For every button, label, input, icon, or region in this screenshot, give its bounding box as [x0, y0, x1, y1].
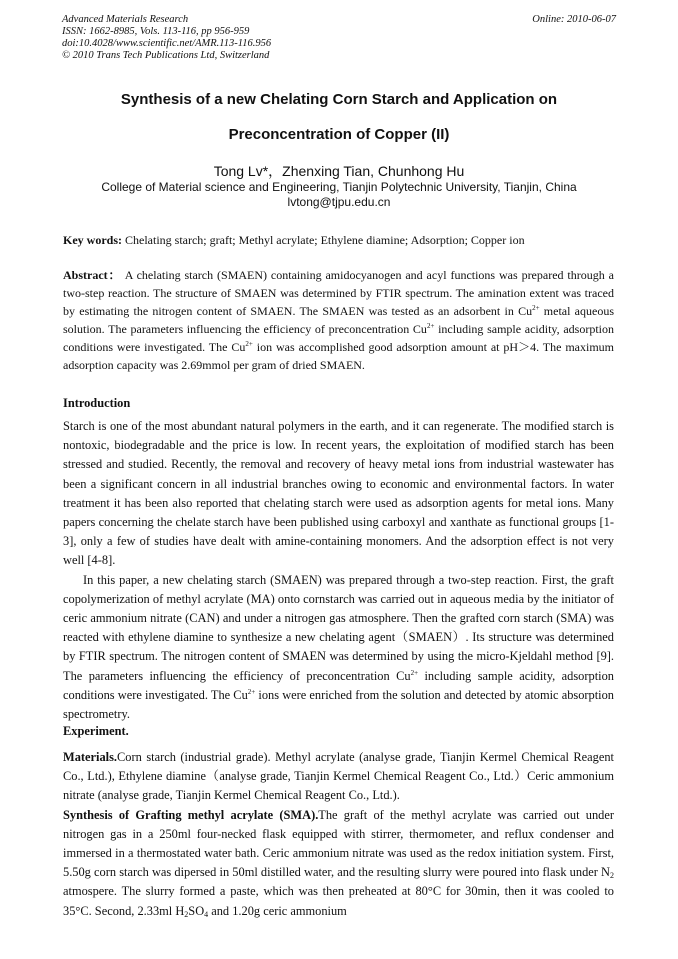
experiment-body [63, 748, 614, 921]
doi-line: doi:10.4028/www.scientific.net/AMR.113-116.956 [62, 38, 272, 49]
materials-text: Corn starch (industrial grade). Methyl acrylate (analyse grade, Tianjin Kermel Chemical Reagent Co., Ltd.), Ethylene diamine（analyse grade, Tianjin Kermel Chemical Reagent Co., Ltd.）Ceric ammonium nitrate (analyse grade, Tianjin Kermel Chemical Reagent Co., Ltd.). [63, 750, 614, 803]
keywords [63, 231, 614, 249]
superscript: 2+ [426, 322, 435, 330]
subscript: 2 [610, 871, 614, 881]
abstract-label: Abstract： [63, 268, 122, 282]
synthesis-text-c: SO [188, 903, 205, 918]
subscript: 4 [204, 909, 209, 919]
experiment-heading: Experiment. [63, 724, 129, 738]
superscript: 2+ [410, 668, 419, 677]
synthesis-paragraph [63, 806, 614, 921]
affiliation: College of Material science and Engineering, Tianjin Polytechnic University, Tianjin, China [101, 180, 577, 194]
issn-line: ISSN: 1662-8985, Vols. 113-116, pp 956-959 [62, 26, 250, 37]
title-line-1: Synthesis of a new Chelating Corn Starch and Application on [120, 91, 558, 108]
abstract-text-4: ion was accomplished good adsorption amount at pH＞4. The maximum adsorption capacity was 2.69mmol per gram of dried SMAEN. [63, 340, 614, 372]
superscript: 2+ [532, 304, 540, 312]
journal-header [62, 14, 271, 62]
copyright-line: © 2010 Trans Tech Publications Ltd, Switzerland [62, 50, 270, 61]
intro-text-a: In this paper, a new chelating starch (SMAEN) was prepared through a two-step reaction. First, the graft copolymerization of methyl acrylate (MA) onto cornstarch was carried out in aqueous media by the initiator of ceric ammonium nitrate (CAN) and under a nitrogen gas atmosphere. Then the grafted corn starch (SMA) was reacted with ethylene diamine to synthesize a new chelating agent（SMAEN）. Its structure was determined by FTIR spectrum. The nitrogen content of SMAEN was determined by using the micro-Kjeldahl method [9]. The parameters influencing the efficiency of preconcentration Cu [63, 572, 614, 683]
synthesis-text-a: The graft of the methyl acrylate was carried out under nitrogen gas in a 250ml four-necked flask equipped with stirrer, thermometer, and reflux condenser and immersed in a thermostated water bath. Ceric ammonium nitrate was used as the redox initiation system. First, 5.50g corn starch was dipersed in 50ml distilled water, and the resulting slurry were poured into flask under N [63, 807, 614, 880]
keywords-text: Chelating starch; graft; Methyl acrylate; Ethylene diamine; Adsorption; Copper ion [122, 233, 525, 247]
intro-paragraph-2 [63, 571, 614, 725]
introduction-body [63, 417, 614, 724]
online-date: Online: 2010-06-07 [532, 14, 616, 25]
intro-text-c: ions were enriched from the solution and detected by atomic absorption spectrometry. [63, 687, 614, 722]
journal-name: Advanced Materials Research [62, 14, 189, 25]
affiliation-block [40, 180, 638, 210]
superscript: 2+ [247, 687, 256, 696]
intro-paragraph-1: Starch is one of the most abundant natural polymers in the earth, and it can regenerate. The modified starch is nontoxic, biodegradable and the price is low. In recent years, the exploitation of modified starch has been stressed and studied. Recently, the removal and recovery of heavy metal ions from industrial wastewater has been a significant concern in all industrial branches owing to economic and environmental factors. In water treatment it has been also reported that chelating starch were used as adsorption agents for metal ions. Many papers concerning the chelate starch have been published using carboxyl and xanthate as functional groups [1-3], only a few of studies have dealt with amine-containing monomers. And the adsorption effect is not very well [4-8]. [63, 419, 614, 568]
abstract [63, 266, 614, 374]
synthesis-text-b: atmospere. The slurry formed a paste, which was then preheated at 80°C for 30min, then it was cooled to 35°C. Second, 2.33ml H [63, 884, 614, 918]
abstract-text-2: metal aqueous solution. The parameters influencing the efficiency of preconcentration Cu [63, 304, 615, 336]
keywords-label: Key words: [63, 233, 122, 247]
superscript: 2+ [245, 340, 253, 348]
subscript: 2 [184, 909, 189, 919]
email: lvtong@tjpu.edu.cn [287, 195, 391, 209]
abstract-text-1: A chelating starch (SMAEN) containing amidocyanogen and acyl functions was prepared through a two-step reaction. The structure of SMAEN was determined by FTIR spectrum. The amination extent was traced by estimating the nitrogen content of SMAEN. The SMAEN was tested as an adsorbent in Cu [63, 268, 614, 318]
title-line-2: Preconcentration of Copper (II) [228, 126, 450, 143]
abstract-text-3: including sample acidity, adsorption conditions were investigated. The Cu [63, 322, 614, 354]
introduction-heading: Introduction [63, 396, 131, 410]
materials-label: Materials. [63, 750, 118, 764]
synthesis-text-d: and 1.20g ceric ammonium [208, 903, 347, 918]
intro-text-b: including sample acidity, adsorption conditions were investigated. The Cu [63, 668, 614, 702]
synthesis-label: Synthesis of Grafting methyl acrylate (SMA). [63, 807, 319, 822]
author-list: Tong Lv*，Zhenxing Tian, Chunhong Hu [213, 163, 465, 179]
materials-paragraph [63, 748, 614, 806]
